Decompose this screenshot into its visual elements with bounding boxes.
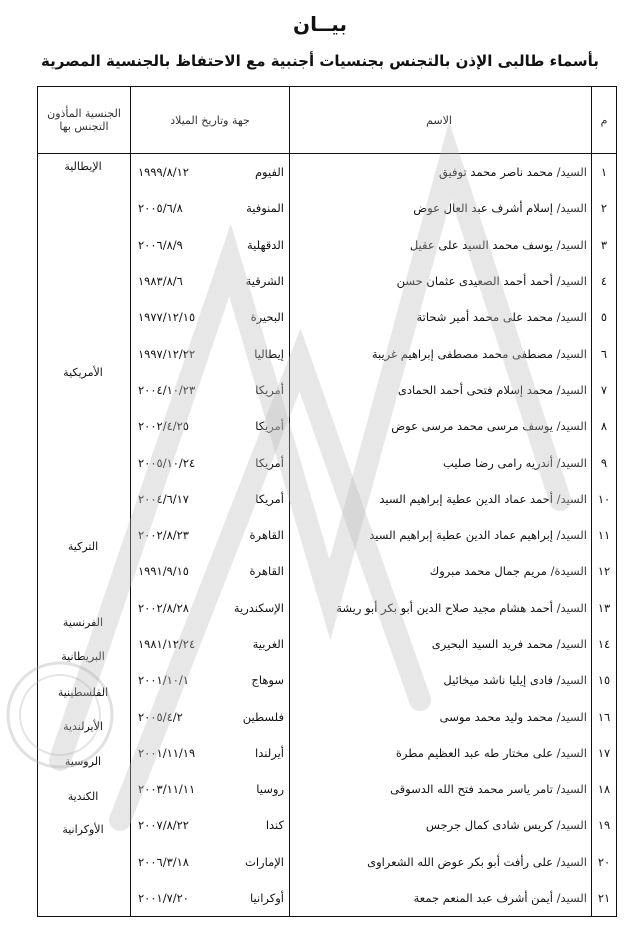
row-name-cell bbox=[290, 844, 592, 880]
row-place: أيرلندا bbox=[255, 745, 284, 760]
row-name-cell bbox=[290, 372, 592, 408]
row-date: ١٩٨٣/٨/٦ bbox=[138, 274, 183, 289]
table-row bbox=[38, 190, 617, 226]
row-num: ٥ bbox=[592, 299, 617, 335]
row-name: أحمد هشام مجيد صلاح الدين أبو بكر أبو ريشة bbox=[336, 600, 553, 615]
table-row bbox=[38, 481, 617, 517]
table-row bbox=[38, 553, 617, 589]
row-place: أمريكا bbox=[255, 419, 284, 434]
row-place: كندا bbox=[265, 818, 284, 833]
row-birth-cell bbox=[131, 190, 290, 226]
row-name-cell bbox=[290, 408, 592, 444]
row-birth-cell bbox=[131, 481, 290, 517]
table-row bbox=[38, 263, 617, 299]
row-date: ٢٠٠٣/١١/١١ bbox=[138, 782, 196, 797]
row-place: المنوفية bbox=[246, 201, 284, 216]
nationality-label: الإيطالية bbox=[64, 160, 102, 173]
row-name: كريس شادى كمال جرجس bbox=[425, 818, 553, 833]
nationality-label: الفلسطينية bbox=[57, 686, 109, 699]
row-name-cell bbox=[290, 299, 592, 335]
row-nationality-cell bbox=[38, 844, 131, 880]
row-birth-cell bbox=[131, 553, 290, 589]
row-date: ٢٠٠٤/٦/١٧ bbox=[138, 491, 189, 506]
table-row bbox=[38, 880, 617, 917]
row-name-cell bbox=[290, 335, 592, 371]
row-date: ٢٠٠٥/١٠/٢٤ bbox=[138, 455, 196, 470]
row-name: إبراهيم عماد الدين عطية إبراهيم السيد bbox=[369, 528, 553, 543]
row-name: محمد إسلام فتحى أحمد الحمادى bbox=[397, 382, 553, 397]
row-name: أندريه رامى رضا صليب bbox=[443, 455, 553, 470]
row-date: ٢٠٠٦/٣/١٨ bbox=[138, 854, 189, 869]
row-place: أمريكا bbox=[255, 491, 284, 506]
row-prefix: السيد/ bbox=[556, 310, 587, 325]
row-num: ٢ bbox=[592, 190, 617, 226]
table-row bbox=[38, 444, 617, 480]
row-name-cell bbox=[290, 190, 592, 226]
row-name: فادى إيليا ناشد ميخائيل bbox=[443, 673, 553, 688]
row-prefix: السيد/ bbox=[556, 237, 587, 252]
row-prefix: السيد/ bbox=[556, 346, 587, 361]
row-num: ١ bbox=[592, 154, 617, 191]
row-birth-cell bbox=[131, 880, 290, 917]
row-name-cell bbox=[290, 154, 592, 191]
row-num: ٦ bbox=[592, 335, 617, 371]
row-num: ٣ bbox=[592, 227, 617, 263]
header-name: الاسم bbox=[290, 87, 592, 154]
nationality-label: التركية bbox=[67, 540, 99, 553]
row-date: ٢٠٠٥/٦/٨ bbox=[138, 201, 183, 216]
row-name-cell bbox=[290, 880, 592, 917]
row-date: ١٩٩٧/١٢/٢٢ bbox=[138, 346, 196, 361]
table-row bbox=[38, 408, 617, 444]
row-prefix: السيد/ bbox=[556, 491, 587, 506]
row-name-cell bbox=[290, 481, 592, 517]
row-birth-cell bbox=[131, 517, 290, 553]
row-name: محمد ناصر محمد توفيق bbox=[438, 165, 553, 180]
nationality-label: الأمريكية bbox=[63, 366, 103, 379]
row-prefix: السيد/ bbox=[556, 201, 587, 216]
row-name-cell bbox=[290, 590, 592, 626]
row-prefix: السيد/ bbox=[556, 673, 587, 688]
row-name: أيمن أشرف عبد المنعم جمعة bbox=[413, 891, 553, 906]
row-name: تامر ياسر محمد فتح الله الدسوقى bbox=[390, 782, 553, 797]
row-place: الإمارات bbox=[245, 854, 284, 869]
row-birth-cell bbox=[131, 590, 290, 626]
row-nationality-cell bbox=[38, 553, 131, 589]
row-num: ١٨ bbox=[592, 771, 617, 807]
row-date: ١٩٧٧/١٢/١٥ bbox=[138, 310, 196, 325]
row-date: ٢٠٠٥/٤/٢ bbox=[138, 709, 183, 724]
row-date: ١٩٩١/٩/١٥ bbox=[138, 564, 189, 579]
nationality-label: الكندية bbox=[67, 790, 99, 803]
row-nationality-cell bbox=[38, 408, 131, 444]
row-date: ٢٠٠١/١١/١٩ bbox=[138, 745, 196, 760]
row-date: ١٩٩٩/٨/١٢ bbox=[138, 165, 189, 180]
row-num: ١٦ bbox=[592, 698, 617, 734]
row-birth-cell bbox=[131, 444, 290, 480]
table-row bbox=[38, 844, 617, 880]
row-name: محمد وليد محمد موسى bbox=[439, 709, 553, 724]
row-nationality-cell bbox=[38, 227, 131, 263]
header-birth: جهة وتاريخ الميلاد bbox=[131, 87, 290, 154]
row-name: أحمد عماد الدين عطية إبراهيم السيد bbox=[379, 491, 553, 506]
row-nationality-cell bbox=[38, 880, 131, 917]
row-nationality-cell bbox=[38, 190, 131, 226]
table-row bbox=[38, 227, 617, 263]
row-num: ٤ bbox=[592, 263, 617, 299]
row-prefix: السيد/ bbox=[556, 274, 587, 289]
row-name: محمد على محمد أمير شحاتة bbox=[416, 310, 553, 325]
row-name-cell bbox=[290, 553, 592, 589]
row-birth-cell bbox=[131, 263, 290, 299]
row-name: مصطفى محمد مصطفى إبراهيم غريبة bbox=[371, 346, 553, 361]
row-num: ١٣ bbox=[592, 590, 617, 626]
row-num: ٨ bbox=[592, 408, 617, 444]
row-name: مريم جمال محمد مبروك bbox=[429, 564, 547, 579]
row-nationality-cell bbox=[38, 481, 131, 517]
row-date: ٢٠٠٢/٨/٢٣ bbox=[138, 528, 189, 543]
header-nationality: الجنسية المأذون التجنس بها bbox=[38, 87, 131, 154]
row-name-cell bbox=[290, 771, 592, 807]
row-birth-cell bbox=[131, 698, 290, 734]
row-name-cell bbox=[290, 626, 592, 662]
row-birth-cell bbox=[131, 844, 290, 880]
row-prefix: السيد/ bbox=[556, 419, 587, 434]
row-place: الغربية bbox=[252, 637, 284, 651]
row-birth-cell bbox=[131, 771, 290, 807]
row-num: ١٥ bbox=[592, 662, 617, 698]
row-birth-cell bbox=[131, 335, 290, 371]
row-prefix: السيد/ bbox=[556, 891, 587, 906]
nationality-label: البريطانية bbox=[61, 650, 105, 663]
row-place: القاهرة bbox=[249, 528, 284, 543]
nationality-label: الأوكرانية bbox=[62, 823, 104, 836]
row-prefix: السيد/ bbox=[556, 782, 587, 797]
row-prefix: السيد/ bbox=[556, 709, 587, 724]
nationality-label: الروسية bbox=[64, 755, 102, 768]
row-date: ٢٠٠٢/٤/٢٥ bbox=[138, 419, 189, 434]
row-date: ٢٠٠٦/٨/٩ bbox=[138, 237, 183, 252]
row-place: أوكرانيا bbox=[250, 891, 284, 906]
row-place: الدقهلية bbox=[247, 237, 284, 252]
row-date: ٢٠٠١/٧/٢٠ bbox=[138, 891, 189, 906]
row-name: يوسف مرسى محمد مرسى عوض bbox=[391, 419, 553, 434]
row-prefix: السيد/ bbox=[556, 600, 587, 615]
row-name-cell bbox=[290, 735, 592, 771]
row-prefix: السيد/ bbox=[556, 165, 587, 180]
row-prefix: السيد/ bbox=[556, 745, 587, 760]
row-place: القاهرة bbox=[249, 564, 284, 579]
row-name: على رأفت أبو بكر عوض الله الشعراوى bbox=[367, 854, 553, 869]
row-prefix: السيد/ bbox=[556, 528, 587, 543]
row-place: إيطاليا bbox=[254, 346, 284, 361]
row-nationality-cell bbox=[38, 299, 131, 335]
row-birth-cell bbox=[131, 372, 290, 408]
row-place: الإسكندرية bbox=[233, 600, 284, 615]
row-date: ٢٠٠٤/١٠/٢٣ bbox=[138, 382, 196, 397]
row-name-cell bbox=[290, 662, 592, 698]
row-birth-cell bbox=[131, 299, 290, 335]
row-nationality-cell bbox=[38, 444, 131, 480]
nationality-label: الفرنسية bbox=[62, 616, 104, 629]
row-birth-cell bbox=[131, 154, 290, 191]
row-num: ١٧ bbox=[592, 735, 617, 771]
row-name-cell bbox=[290, 263, 592, 299]
page-title: بيــان bbox=[293, 12, 347, 36]
row-birth-cell bbox=[131, 807, 290, 843]
row-prefix: السيد/ bbox=[556, 382, 587, 397]
row-place: روسيا bbox=[256, 782, 284, 797]
header-num: م bbox=[592, 87, 617, 154]
row-birth-cell bbox=[131, 227, 290, 263]
row-place: الفيوم bbox=[254, 165, 284, 180]
table-header-row bbox=[38, 87, 617, 154]
row-num: ٢٠ bbox=[592, 844, 617, 880]
row-name: أحمد أحمد الصعيدى عثمان حسن bbox=[396, 274, 553, 289]
row-place: سوهاج bbox=[251, 673, 284, 688]
row-name-cell bbox=[290, 227, 592, 263]
row-prefix: السيد/ bbox=[556, 818, 587, 833]
row-num: ١٩ bbox=[592, 807, 617, 843]
row-birth-cell bbox=[131, 626, 290, 662]
row-name: على مختار طه عبد العظيم مطرة bbox=[395, 745, 553, 760]
row-prefix: السيد/ bbox=[556, 637, 587, 651]
row-name: إسلام أشرف عبد العال عوض bbox=[413, 201, 553, 216]
row-prefix: السيد/ bbox=[556, 854, 587, 869]
row-num: ١٤ bbox=[592, 626, 617, 662]
row-num: ٢١ bbox=[592, 880, 617, 917]
row-place: البحيرة bbox=[250, 310, 284, 325]
row-date: ٢٠٠١/١٠/١ bbox=[138, 673, 189, 688]
row-name-cell bbox=[290, 517, 592, 553]
row-date: ١٩٨١/١٢/٢٤ bbox=[138, 637, 196, 651]
row-place: أمريكا bbox=[255, 455, 284, 470]
table-row bbox=[38, 299, 617, 335]
row-num: ١١ bbox=[592, 517, 617, 553]
page-subtitle: بأسماء طالبى الإذن بالتجنس بجنسيات أجنبية مع الاحتفاظ بالجنسية المصرية bbox=[41, 52, 599, 70]
row-birth-cell bbox=[131, 408, 290, 444]
row-place: أمريكا bbox=[255, 382, 284, 397]
row-name: يوسف محمد السيد على عقيل bbox=[409, 237, 553, 252]
row-num: ٩ bbox=[592, 444, 617, 480]
row-birth-cell bbox=[131, 662, 290, 698]
row-name: محمد فريد السيد البحيرى bbox=[431, 637, 553, 651]
row-place: فلسطين bbox=[242, 709, 284, 724]
row-name-cell bbox=[290, 807, 592, 843]
row-prefix: السيدة/ bbox=[550, 564, 587, 579]
row-place: الشرقية bbox=[245, 274, 284, 289]
row-date: ٢٠٠٧/٨/٢٢ bbox=[138, 818, 189, 833]
row-nationality-cell bbox=[38, 263, 131, 299]
row-name-cell bbox=[290, 444, 592, 480]
row-num: ٧ bbox=[592, 372, 617, 408]
row-prefix: السيد/ bbox=[556, 455, 587, 470]
row-birth-cell bbox=[131, 735, 290, 771]
nationality-label: الأيرلندية bbox=[63, 720, 103, 733]
row-name-cell bbox=[290, 698, 592, 734]
row-num: ١٠ bbox=[592, 481, 617, 517]
row-date: ٢٠٠٢/٨/٢٨ bbox=[138, 600, 189, 615]
row-num: ١٢ bbox=[592, 553, 617, 589]
